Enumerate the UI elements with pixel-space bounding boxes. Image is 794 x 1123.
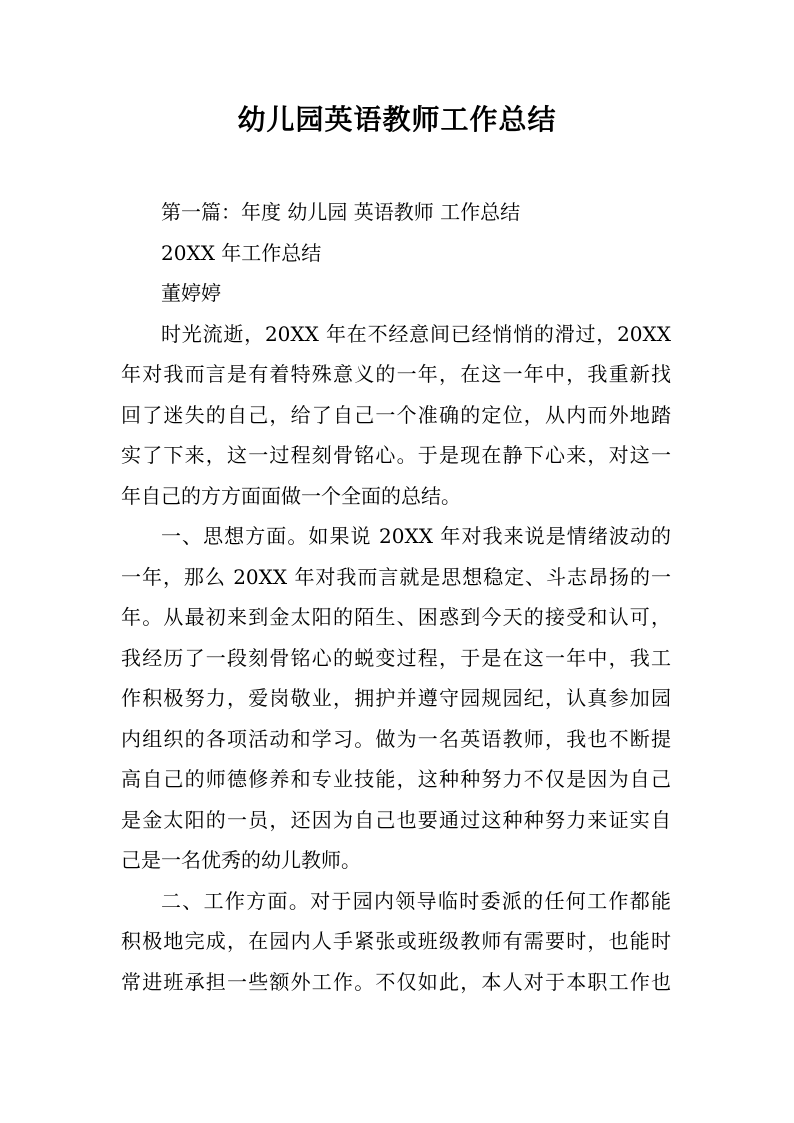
text-line: 高自己的师德修养和专业技能，这种种努力不仅是因为自己 [121, 767, 671, 791]
text-line: 年。从最初来到金太阳的陌生、困惑到今天的接受和认可， [121, 605, 671, 629]
document-body [121, 192, 671, 1002]
text-line: 实了下来，这一过程刻骨铭心。于是现在静下心来，对这一 [121, 443, 671, 467]
text-line: 年自己的方方面面做一个全面的总结。 [121, 483, 461, 508]
text-line: 二、工作方面。对于园内领导临时委派的任何工作都能 [161, 888, 671, 913]
text-line: 20XX 年工作总结 [161, 240, 322, 265]
text-line: 董婷婷 [161, 281, 221, 305]
text-line: 是金太阳的一员，还因为自己也要通过这种种努力来证实自 [121, 807, 671, 832]
text-line: 一、思想方面。如果说 20XX 年对我来说是情绪波动的 [161, 524, 671, 548]
text-line: 己是一名优秀的幼儿教师。 [121, 848, 361, 872]
text-line: 作积极努力，爱岗敬业，拥护并遵守园规园纪，认真参加园 [121, 686, 671, 710]
text-line: 回了迷失的自己，给了自己一个准确的定位，从内而外地踏 [121, 402, 671, 427]
text-line: 积极地完成，在园内人手紧张或班级教师有需要时，也能时 [121, 929, 671, 953]
text-line: 内组织的各项活动和学习。做为一名英语教师，我也不断提 [121, 726, 671, 751]
text-line: 常进班承担一些额外工作。不仅如此，本人对于本职工作也 [121, 969, 671, 994]
text-line: 一年，那么 20XX 年对我而言就是思想稳定、斗志昂扬的一 [121, 564, 671, 589]
document-title: 幼儿园英语教师工作总结 [237, 103, 557, 136]
text-line: 第一篇：年度 幼儿园 英语教师 工作总结 [161, 200, 521, 224]
text-line: 我经历了一段刻骨铭心的蜕变过程，于是在这一年中，我工 [121, 645, 671, 670]
text-line: 年对我而言是有着特殊意义的一年，在这一年中，我重新找 [121, 362, 671, 386]
text-line: 时光流逝，20XX 年在不经意间已经悄悄的滑过，20XX [161, 321, 671, 346]
